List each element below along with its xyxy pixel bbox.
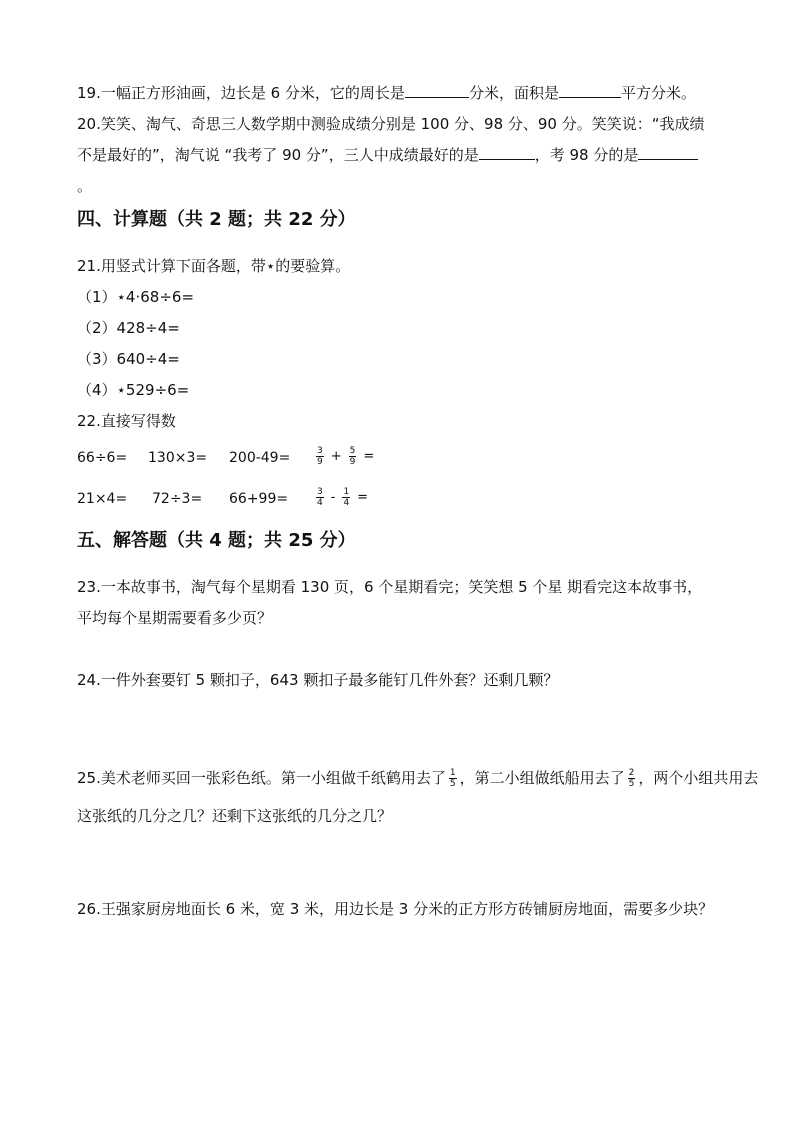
- calc-item: 21×4=: [77, 491, 128, 507]
- fraction: $\frac{1}{5}$: [449, 768, 456, 789]
- question-21-item-3: （3）640÷4=: [77, 350, 180, 368]
- fraction: $\frac{3}{4}$: [317, 487, 323, 508]
- section-5-heading: 五、解答题（共 4 题；共 25 分）: [77, 530, 356, 551]
- fraction-expression-1: $\frac{3}{9}$ + $\frac{5}{9}$ =: [317, 446, 375, 467]
- fraction: $\frac{5}{9}$: [349, 446, 356, 467]
- fraction: $\frac{3}{9}$: [317, 446, 323, 467]
- calc-item: 66÷6=: [77, 450, 128, 466]
- question-20-line-1: 20.笑笑、淘气、奇思三人数学期中测验成绩分别是 100 分、98 分、90 分。笑笑说：“我成绩: [77, 115, 705, 133]
- section-4-heading: 四、计算题（共 2 题；共 22 分）: [77, 209, 356, 230]
- question-24: 24.一件外套要钉 5 颗扣子，643 颗扣子最多能钉几件外套？还剩几颗？: [77, 671, 559, 689]
- question-23-line-2: 平均每个星期需要看多少页？: [77, 609, 273, 627]
- question-25-line-1: 25.美术老师买回一张彩色纸。第一小组做千纸鹤用去了 $\frac{1}{5}$ ，第二小组做纸船用去了 $\frac{2}{5}$ ，两个小组共用去: [77, 768, 759, 789]
- question-20-line-3: 。: [77, 177, 93, 195]
- fraction: $\frac{1}{4}$: [343, 487, 350, 508]
- answer-blank[interactable]: [479, 145, 535, 160]
- question-21-item-4: （4）⋆529÷6=: [77, 381, 190, 399]
- question-21-prompt: 21.用竖式计算下面各题，带⋆的要验算。: [77, 257, 351, 275]
- question-25-line-2: 这张纸的几分之几？还剩下这张纸的几分之几？: [77, 807, 393, 825]
- question-21-item-2: （2）428÷4=: [77, 319, 180, 337]
- fraction-expression-2: $\frac{3}{4}$ - $\frac{1}{4}$ =: [317, 487, 369, 508]
- question-19: 19.一幅正方形油画，边长是 6 分米，它的周长是 分米，面积是 平方分米。: [77, 84, 696, 102]
- question-21-item-1: （1）⋆4·68÷6=: [77, 288, 195, 306]
- calc-item: 130×3=: [148, 450, 208, 466]
- calc-item: 200-49=: [229, 450, 291, 466]
- answer-blank[interactable]: [638, 145, 698, 160]
- question-22-prompt: 22.直接写得数: [77, 412, 176, 430]
- fraction: $\frac{2}{5}$: [628, 768, 635, 789]
- answer-blank[interactable]: [559, 83, 621, 98]
- calc-item: 66+99=: [229, 491, 289, 507]
- question-20-line-2: 不是最好的”，淘气说 “我考了 90 分”，三人中成绩最好的是 ，考 98 分的是: [77, 145, 698, 165]
- calc-item: 72÷3=: [152, 491, 203, 507]
- answer-blank[interactable]: [405, 83, 469, 98]
- question-23-line-1: 23.一本故事书，淘气每个星期看 130 页，6 个星期看完；笑笑想 5 个星 期看完这本故事书，: [77, 578, 703, 596]
- question-26: 26.王强家厨房地面长 6 米，宽 3 米，用边长是 3 分米的正方形方砖铺厨房地面，需要多少块？: [77, 900, 714, 918]
